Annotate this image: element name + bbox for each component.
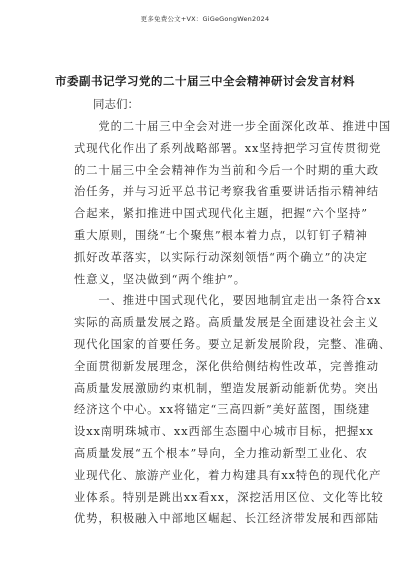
body-line: 合起来，紧扣推进中国式现代化主题，把握“六个坚持” [74,207,368,221]
body-line: 重大原则，围绕“七个聚焦”根本着力点，以钉钉子精神 [74,228,368,242]
header-note: 更多免费公文+VX：GiGeGongWen2024 [140,15,270,23]
body-line: 的二十届三中全会精神作为当前和今后一个时期的重大政 [74,163,379,177]
body-line: 抓好改革落实，以实际行动深刻领悟“两个确立”的决定 [74,250,368,264]
body-line: 高质量发展激励约束机制，塑造发展新动能新优势。突出 [74,381,379,395]
body-line: 设xx南明珠城市、xx西部生态圈中心城市目标，把握xx [74,425,374,439]
body-line: 性意义，坚决做到“两个维护”。 [74,272,246,286]
body-line: 治任务，并与习近平总书记考察我省重要讲话指示精神结 [74,185,379,199]
body-line: 业体系。特别是跳出xx看xx，深挖活用区位、文化等比较 [74,490,384,504]
body-line: 式现代化作出了系列战略部署。xx坚持把学习宣传贯彻党 [74,141,382,155]
body-line: 实际的高质量发展之路。高质量发展是全面建设社会主义 [74,316,379,330]
document-title: 市委副书记学习党的二十届三中全会精神研讨会发言材料 [55,74,355,88]
body-line: 高质量发展“五个根本”导向，全力推动新型工业化、农 [74,446,368,460]
body-line: 业现代化、旅游产业化，着力构建具有xx特色的现代化产 [74,468,382,482]
body-text [74,116,392,530]
body-line: 党的二十届三中全会对进一步全面深化改革、推进中国 [74,120,392,133]
salutation: 同志们： [93,97,139,111]
body-line: 现代化国家的首要任务。要立足新发展阶段，完整、准确、 [74,337,392,351]
body-line: 优势，积极融入中部地区崛起、长江经济带发展和西部陆 [74,512,379,526]
body-line: 全面贯彻新发展理念，深化供给侧结构性改革，完善推动 [74,359,379,373]
body-line: 经济这个中心。xx将锚定“三高四新”美好蓝图，围绕建 [74,403,371,417]
body-line: 一、推进中国式现代化，要因地制宜走出一条符合xx [74,294,382,308]
